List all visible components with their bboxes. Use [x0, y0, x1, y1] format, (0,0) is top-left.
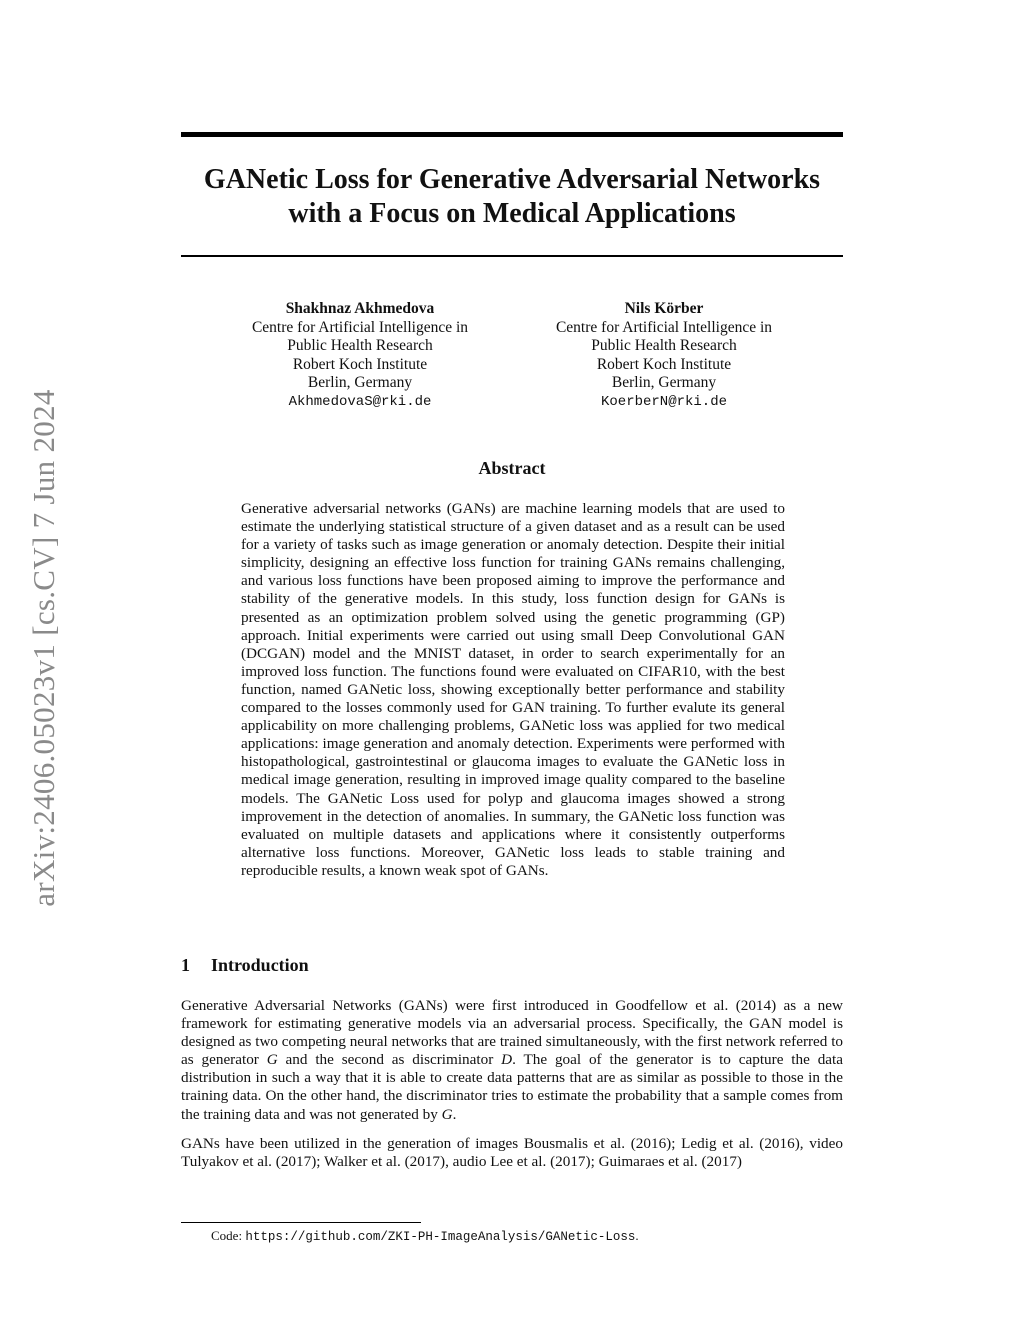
title-line-2: with a Focus on Medical Applications: [288, 198, 736, 229]
title-top-rule: [181, 132, 843, 137]
abstract-text: Generative adversarial networks (GANs) are machine learning models that are used to estimate the underlying statistical structure of a given dataset and as a result can be used for a variety of tasks such as image generation or anomaly detection. Despite their initial simplicity, designing an effective loss function for training GANs remains challenging, and various loss functions have been proposed aiming to improve the performance and stability of the generative models. In this study, loss function design for GANs is presented as an optimization problem solved using the genetic programming (GP) approach. Initial experiments were carried out using small Deep Convolutional GAN (DCGAN) model and the MNIST dataset, in order to search experimentally for an improved loss function. The functions found were evaluated on CIFAR10, with the best function, named GANetic loss, showing exceptionally better performance and stability compared to the losses commonly used for GAN training. To further evalute its general applicability on more challenging problems, GANetic loss was applied for two medical applications: image generation and anomaly detection. Experiments were performed with histopathological, gastrointestinal or glaucoma images to evaluate the GANetic loss in medical image generation, resulting in improved image quality compared to the baseline models. The GANetic Loss used for polyp and glaucoma images showed a strong improvement in the detection of anomalies. In summary, the GANetic loss function was evaluated on multiple datasets and applications where it consistently outperforms alternative loss functions. Moreover, GANetic loss leads to stable training and reproducible results, a known weak spot of GANs.: [241, 500, 785, 879]
math-variable-g: G: [266, 1051, 278, 1069]
footnote-end: .: [635, 1228, 639, 1243]
author-email: AkhmedovaS@rki.de: [288, 393, 432, 410]
paper-title: [181, 163, 843, 231]
author-email: KoerberN@rki.de: [600, 393, 728, 410]
footnote-rule: [181, 1222, 421, 1223]
author-block-2: [504, 300, 824, 411]
title-bottom-rule: [181, 255, 843, 257]
author-location: Berlin, Germany: [611, 374, 717, 391]
author-affiliation: Centre for Artificial Intelligence in: [555, 318, 773, 336]
intro-text: .: [452, 1105, 457, 1123]
math-variable-d: D: [501, 1051, 513, 1069]
abstract-heading: Abstract: [478, 458, 546, 478]
author-block-1: [200, 300, 520, 411]
author-institute: Robert Koch Institute: [596, 355, 732, 373]
math-variable-g: G: [441, 1105, 453, 1123]
author-affiliation: Public Health Research: [287, 337, 433, 354]
section-number: 1: [181, 955, 190, 975]
title-line-1: GANetic Loss for Generative Adversarial Networks: [203, 164, 821, 195]
intro-paragraph-2: GANs have been utilized in the generation of images Bousmalis et al. (2016); Ledig et al. (2016), video Tulyakov et al. (2017); Walker et al. (2017), audio Lee et al. (2017); Guimaraes et al. (2017): [181, 1135, 843, 1171]
footnote-label: Code:: [211, 1228, 246, 1243]
arxiv-identifier-stamp: arXiv:2406.05023v1 [cs.CV] 7 Jun 2024: [26, 389, 61, 907]
intro-text: Generative Adversarial Networks (GANs) were first introduced in Goodfellow et al. (2014) as a new framework for estimating generative models via an adversarial process. Specifically, the GAN model is designed as two competing neural networks that are trained simultaneously, with the first network referred to as generator: [181, 997, 844, 1069]
section-heading: [181, 955, 309, 976]
author-location: Berlin, Germany: [307, 374, 413, 391]
footnote: [211, 1228, 639, 1244]
author-affiliation: Public Health Research: [591, 337, 737, 354]
section-title: Introduction: [211, 955, 309, 975]
author-name: Shakhnaz Akhmedova: [285, 300, 435, 317]
intro-text: . The goal of the generator is to capture the data distribution in such a way that it is able to create data patterns that are as similar as possible to those in the training data. On the other hand, the discriminator tries to estimate the probability that a sample comes from the training data and was not generated by: [181, 1051, 844, 1123]
author-name: Nils Körber: [624, 300, 704, 317]
code-repository-link[interactable]: https://github.com/ZKI-PH-ImageAnalysis/GANetic-Loss: [245, 1230, 636, 1244]
intro-text: and the second as discriminator: [277, 1051, 502, 1069]
author-affiliation: Centre for Artificial Intelligence in: [251, 318, 469, 336]
intro-paragraph-1: [181, 997, 843, 1124]
author-institute: Robert Koch Institute: [292, 355, 428, 373]
